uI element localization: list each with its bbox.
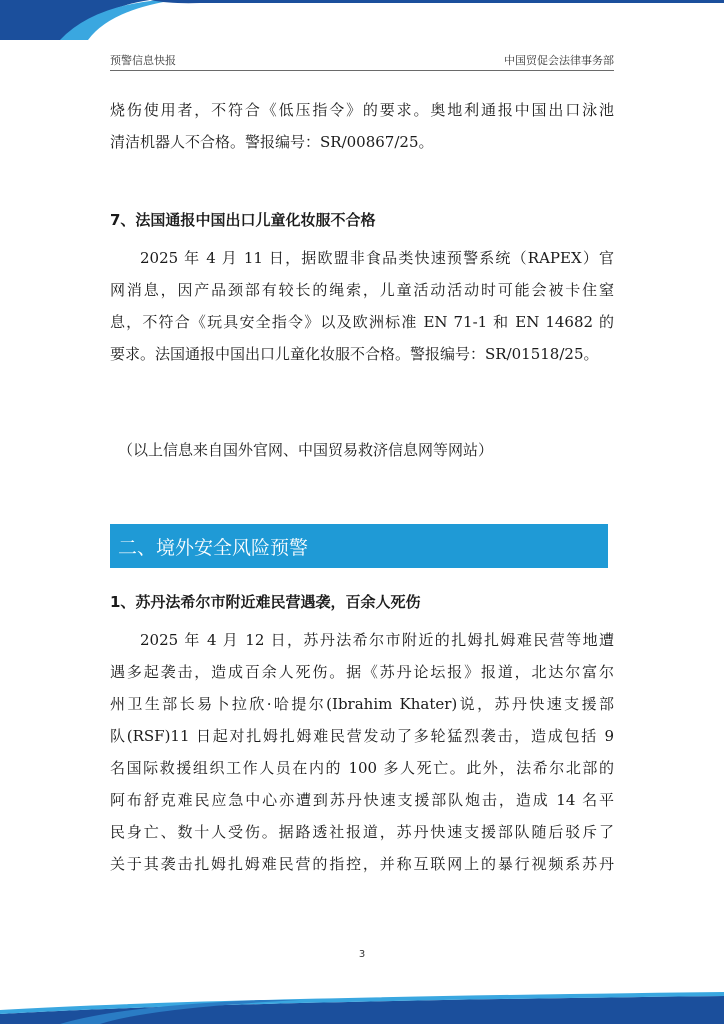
item-1-heading: 1、苏丹法希尔市附近难民营遇袭，百余人死伤	[110, 593, 421, 611]
text-line: 州卫生部长易卜拉欣·哈提尔(Ibrahim Khater)说，苏丹快速支援部	[110, 695, 614, 713]
text-line: 2025 年 4 月 11 日，据欧盟非食品类快速预警系统（RAPEX）官	[140, 249, 614, 267]
text-line: 阿布舒克难民应急中心亦遭到苏丹快速支援部队炮击，造成 14 名平	[110, 791, 614, 809]
text-line: 清洁机器人不合格。警报编号：SR/00867/25。	[110, 133, 434, 151]
text-line: 2025 年 4 月 12 日，苏丹法希尔市附近的扎姆扎姆难民营等地遭	[140, 631, 614, 649]
item-1-paragraph	[110, 624, 614, 880]
source-note: （以上信息来自国外官网、中国贸易救济信息网等网站）	[118, 441, 494, 459]
text-line: 关于其袭击扎姆扎姆难民营的指控，并称互联网上的暴行视频系苏丹	[110, 855, 614, 873]
text-line: 队(RSF)11 日起对扎姆扎姆难民营发动了多轮猛烈袭击，造成包括 9	[110, 727, 614, 745]
text-line: 名国际救援组织工作人员在内的 100 多人死亡。此外，法希尔北部的	[110, 759, 614, 777]
section-2-title: 二、境外安全风险预警	[118, 537, 309, 559]
item-7-heading: 7、法国通报中国出口儿童化妆服不合格	[110, 211, 376, 229]
section-2-banner	[110, 524, 608, 568]
continued-paragraph	[110, 94, 614, 158]
page-header	[110, 52, 614, 72]
page-number: 3	[358, 949, 366, 960]
text-line: 烧伤使用者，不符合《低压指令》的要求。奥地利通报中国出口泳池	[110, 101, 614, 119]
text-line: 息，不符合《玩具安全指令》以及欧洲标准 EN 71-1 和 EN 14682 的	[110, 313, 614, 331]
text-line: 遇多起袭击，造成百余人死伤。据《苏丹论坛报》报道，北达尔富尔	[110, 663, 614, 681]
top-decoration	[0, 0, 724, 40]
text-line: 民身亡、数十人受伤。据路透社报道，苏丹快速支援部队随后驳斥了	[110, 823, 614, 841]
text-line: 网消息，因产品颈部有较长的绳索，儿童活动活动时可能会被卡住窒	[110, 281, 614, 299]
item-7-paragraph	[110, 242, 614, 370]
bottom-decoration	[0, 984, 724, 1024]
header-left-title: 预警信息快报	[110, 54, 176, 67]
header-right-org: 中国贸促会法律事务部	[504, 54, 614, 67]
header-divider	[110, 70, 614, 71]
text-line: 要求。法国通报中国出口儿童化妆服不合格。警报编号：SR/01518/25。	[110, 345, 599, 363]
